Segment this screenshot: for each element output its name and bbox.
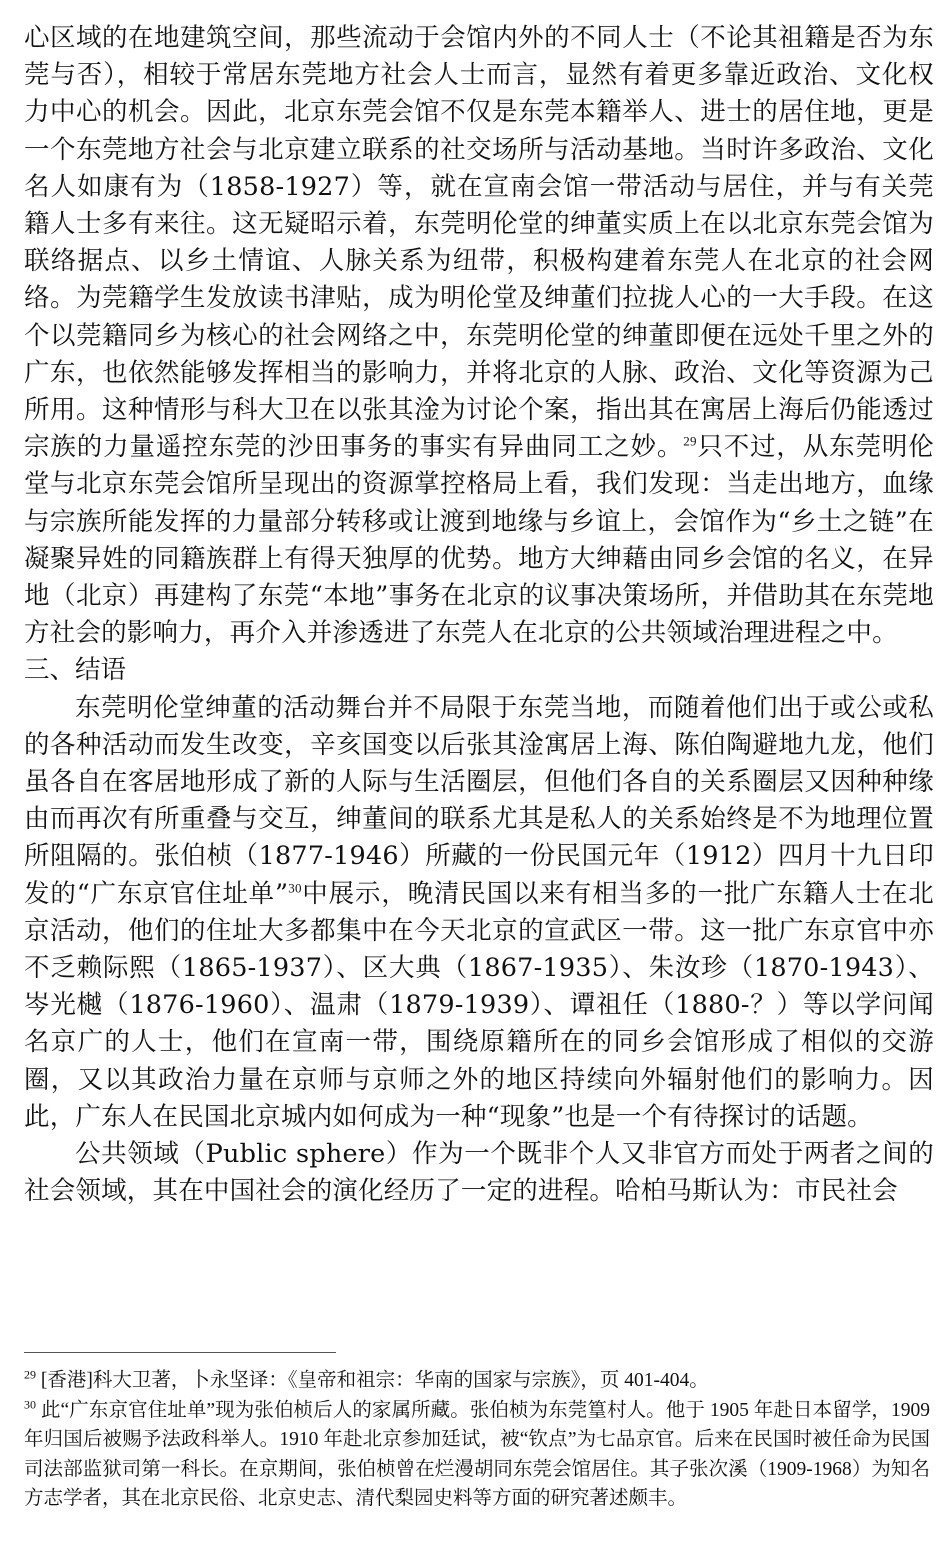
paragraph-1 xyxy=(24,20,934,652)
paragraph-2-tail: 中展示，晚清民国以来有相当多的一批广东籍人士在北京活动，他们的住址大多都集中在今天北京的宣武区一带。这一批广东京官中亦不乏赖际熙（1865-1937）、区大典（1867-1935）、朱汝珍（1870-1943）、岑光樾（1876-1960）、温肃（1879-1939）、谭祖任（1880-？）等以学问闻名京广的人士，他们在宣南一带，围绕原籍所在的同乡会馆形成了相似的交游圈，又以其政治力量在京师与京师之外的地区持续向外辐射他们的影响力。因此，广东人在民国北京城内如何成为一种“现象”也是一个有待探讨的话题。 xyxy=(24,878,934,1132)
footnote-29 xyxy=(24,1366,930,1396)
paragraph-1-tail: 只不过，从东莞明伦堂与北京东莞会馆所呈现出的资源掌控格局上看，我们发现：当走出地方，血缘与宗族所能发挥的力量部分转移或让渡到地缘与乡谊上，会馆作为“乡土之链”在凝聚异姓的同籍族群上有得天独厚的优势。地方大绅藉由同乡会馆的名义，在异地（北京）再建构了东莞“本地”事务在北京的议事决策场所，并借助其在东莞地方社会的影响力，再介入并渗透进了东莞人在北京的公共领域治理进程之中。 xyxy=(24,432,934,649)
footnote-30 xyxy=(24,1396,930,1514)
footnote-text: [香港]科大卫著，卜永坚译：《皇帝和祖宗：华南的国家与宗族》，页 401-404。 xyxy=(40,1370,709,1391)
footnote-text: 此“广东京官住址单”现为张伯桢后人的家属所藏。张伯桢为东莞篁村人。他于 1905 年赴日本留学，1909 年归国后被赐予法政科举人。1910 年赴北京参加廷试，被“钦点”为七品京官。后来在民国时被任命为民国司法部监狱司第一科长。在京期间，张伯桢曾在烂漫胡同东莞会馆居住。其子张次溪（1909-1968）为知名方志学者，其在北京民俗、北京史志、清代梨园史料等方面的研究著述颇丰。 xyxy=(24,1399,931,1510)
footnotes xyxy=(24,1366,930,1514)
page-body xyxy=(24,20,934,1211)
footnote-number: 29 xyxy=(24,1367,36,1382)
footnote-ref-29[interactable]: 29 xyxy=(683,433,697,449)
paragraph-2-text: 东莞明伦堂绅董的活动舞台并不局限于东莞当地，而随着他们出于或公或私的各种活动而发生改变，辛亥国变以后张其淦寓居上海、陈伯陶避地九龙，他们虽各自在客居地形成了新的人际与生活圈层，但他们各自的关系圈层又因种种缘由而再次有所重叠与交互，绅董间的联系尤其是私人的关系始终是不为地理位置所阻隔的。张伯桢（1877-1946）所藏的一份民国元年（1912）四月十九日印发的“广东京官住址单” xyxy=(24,692,934,909)
footnote-ref-30[interactable]: 30 xyxy=(288,880,302,896)
footnote-number: 30 xyxy=(24,1397,36,1412)
paragraph-1-text: 心区域的在地建筑空间，那些流动于会馆内外的不同人士（不论其祖籍是否为东莞与否），相较于常居东莞地方社会人士而言，显然有着更多靠近政治、文化权力中心的机会。因此，北京东莞会馆不仅是东莞本籍举人、进士的居住地，更是一个东莞地方社会与北京建立联系的社交场所与活动基地。当时许多政治、文化名人如康有为（1858-1927）等，就在宣南会馆一带活动与居住，并与有关莞籍人士多有来往。这无疑昭示着，东莞明伦堂的绅董实质上在以北京东莞会馆为联络据点、以乡土情谊、人脉关系为纽带，积极构建着东莞人在北京的社会网络。为莞籍学生发放读书津贴，成为明伦堂及绅董们拉拢人心的一大手段。在这个以莞籍同乡为核心的社会网络之中，东莞明伦堂的绅董即便在远处千里之外的广东，也依然能够发挥相当的影响力，并将北京的人脉、政治、文化等资源为己所用。这种情形与科大卫在以张其淦为讨论个案，指出其在寓居上海后仍能透过宗族的力量遥控东莞的沙田事务的事实有异曲同工之妙。 xyxy=(24,23,934,463)
section-heading: 三、结语 xyxy=(24,655,127,686)
paragraph-3: 公共领域（Public sphere）作为一个既非个人又非官方而处于两者之间的社会领域，其在中国社会的演化经历了一定的进程。哈柏马斯认为：市民社会 xyxy=(24,1139,934,1207)
footnote-divider xyxy=(24,1352,336,1353)
paragraph-2 xyxy=(24,690,934,1136)
